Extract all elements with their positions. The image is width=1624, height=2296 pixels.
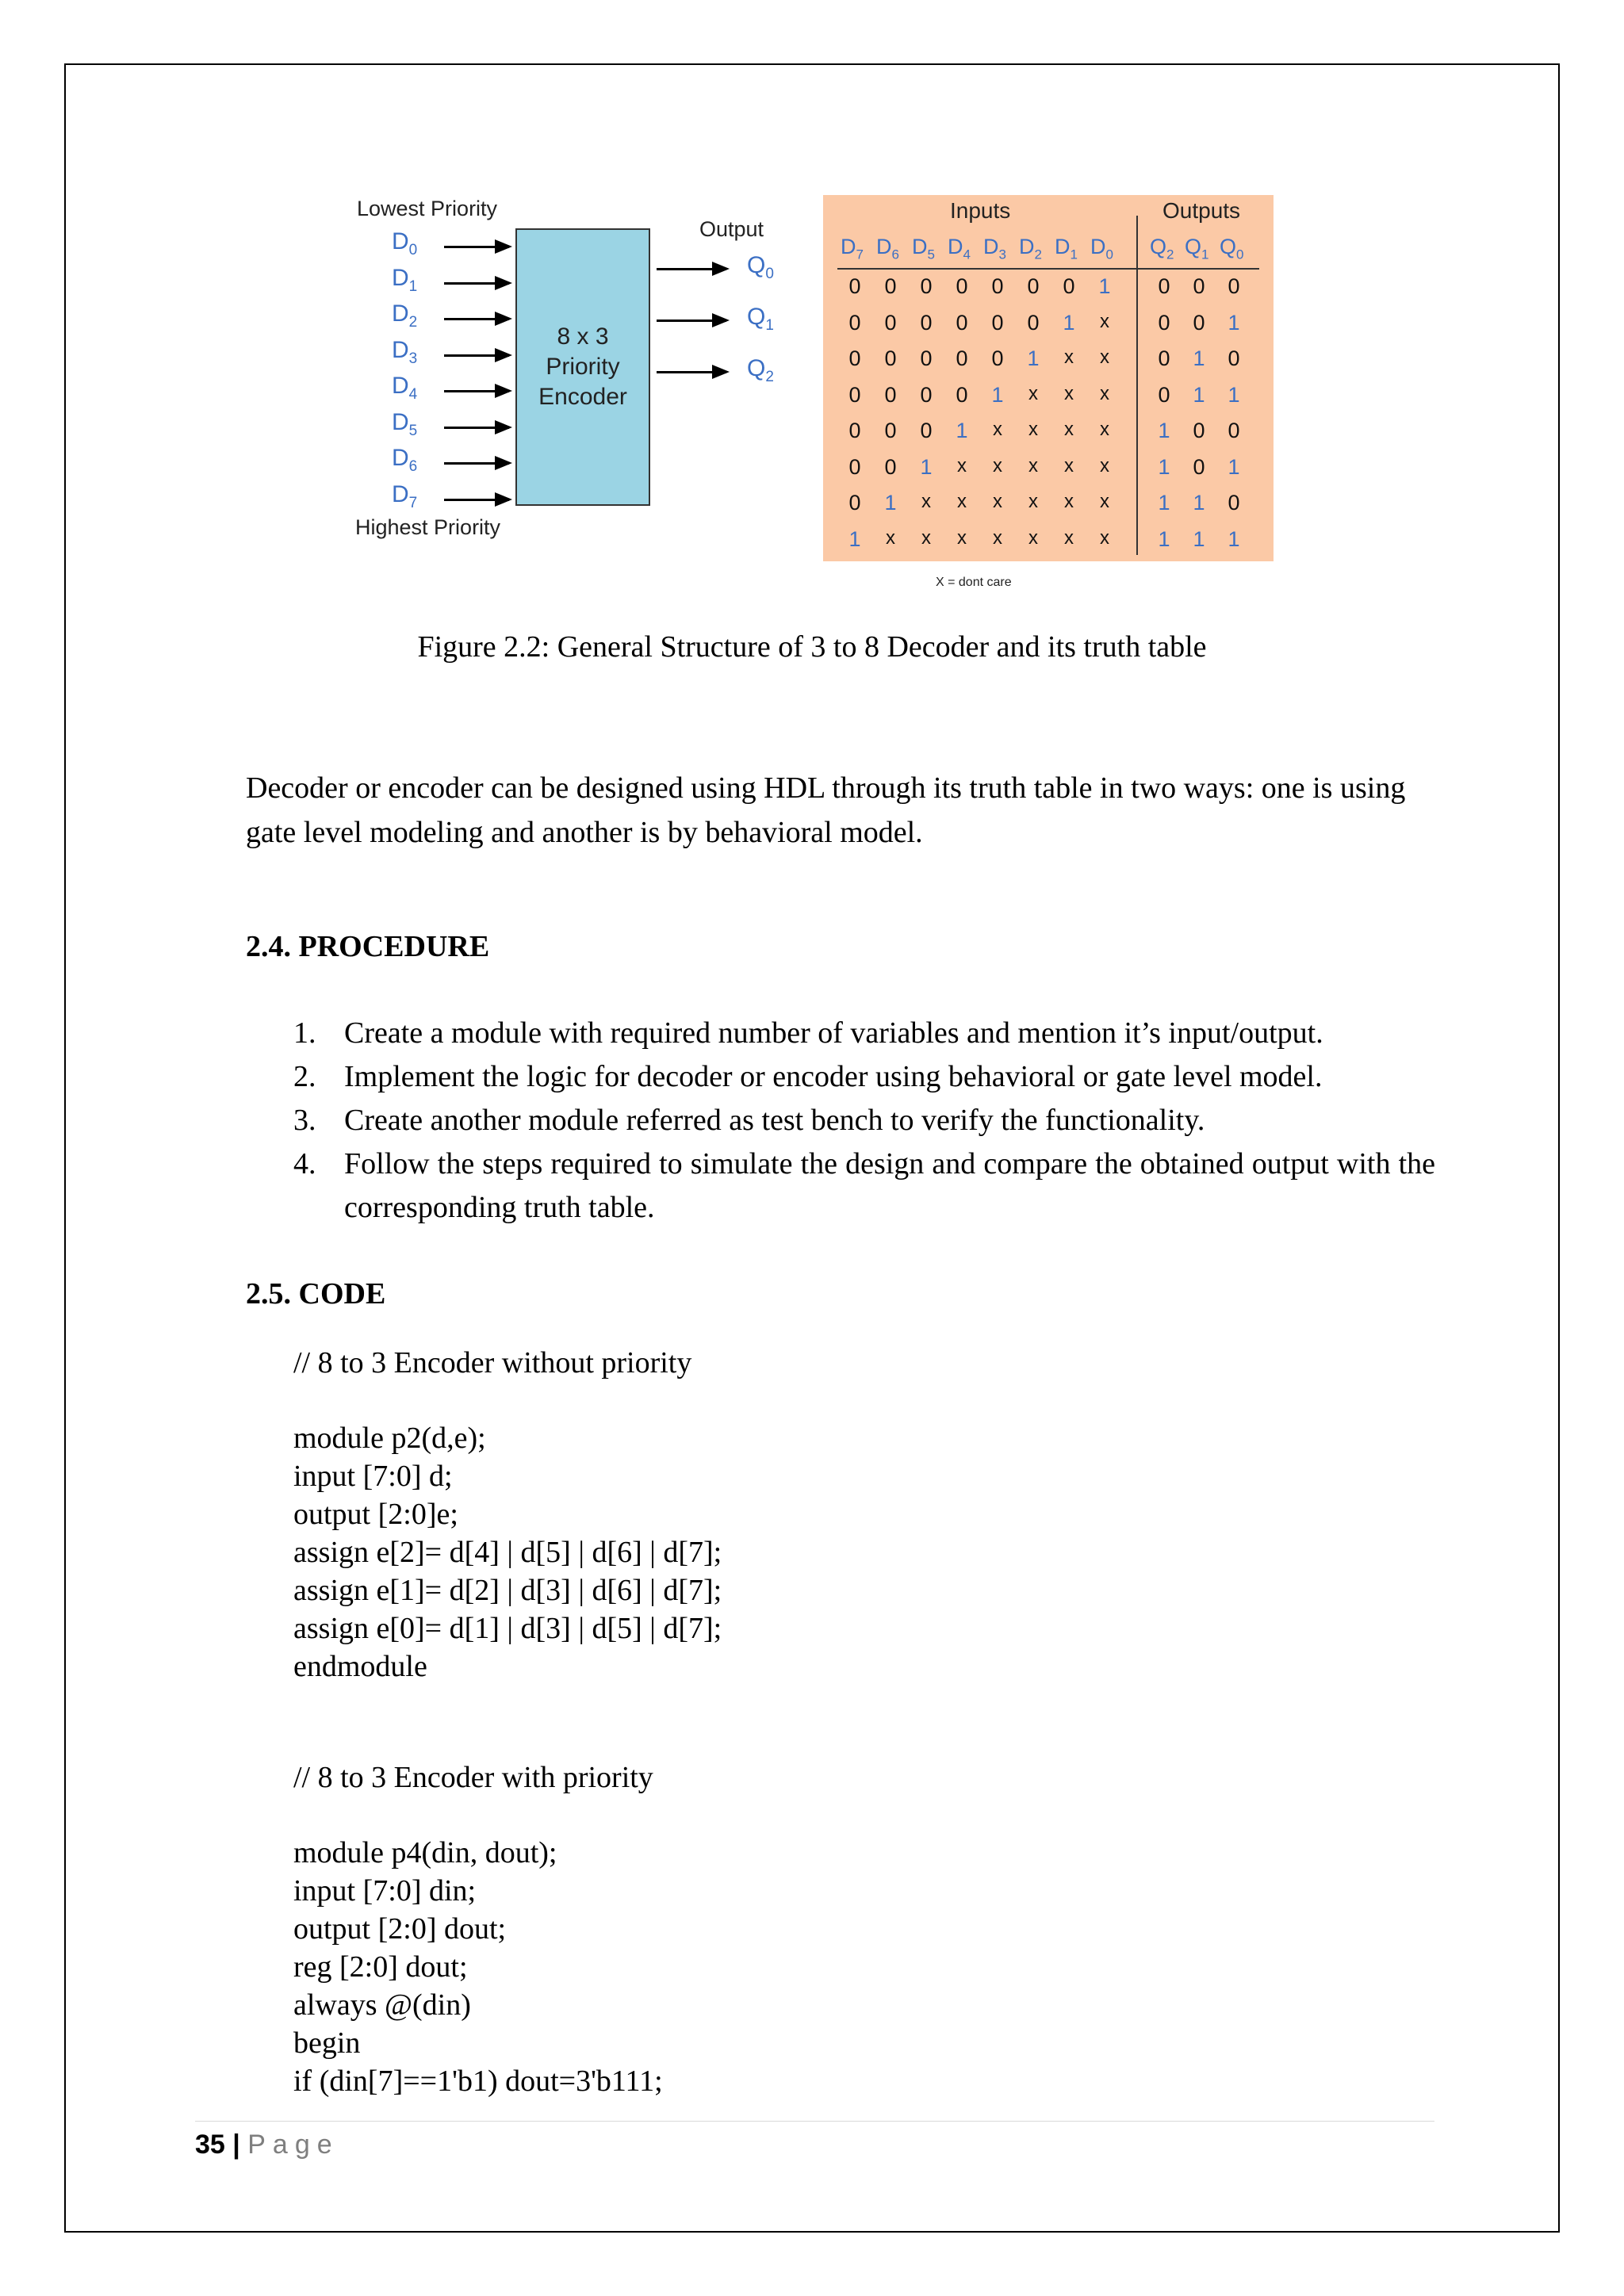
input-cell: 1 — [848, 526, 861, 551]
code-comment-with-priority: // 8 to 3 Encoder with priority — [293, 1761, 653, 1794]
output-label-q1: $Q_1$ — [747, 304, 774, 334]
procedure-step: 3. Create another module referred as test bench to verify the functionality. — [293, 1104, 1205, 1137]
output-cell: 0 — [1193, 274, 1205, 298]
input-cell: 1 — [991, 382, 1004, 407]
output-cell: 0 — [1158, 310, 1170, 335]
dont-care-note: X = dont care — [936, 576, 1012, 589]
column-header-q2: $Q_2$ — [1150, 235, 1174, 262]
input-cell: 0 — [1027, 274, 1040, 298]
table-row — [823, 491, 1274, 526]
output-cell: 0 — [1193, 310, 1205, 335]
column-header-d0: $D_0$ — [1090, 235, 1113, 262]
input-cell: x — [1100, 382, 1109, 404]
input-cell: x — [1100, 454, 1109, 476]
column-header-d1: $D_1$ — [1055, 235, 1078, 262]
input-cell: 1 — [956, 419, 968, 442]
highest-priority-label: Highest Priority — [355, 515, 501, 539]
input-cell: 0 — [956, 382, 968, 407]
input-cell: 0 — [848, 382, 861, 407]
output-cell: 0 — [1158, 274, 1170, 298]
procedure-list — [246, 1012, 1435, 1230]
page-word: Page — [247, 2130, 339, 2160]
input-cell: 0 — [991, 346, 1004, 370]
input-cell: 0 — [1063, 274, 1075, 298]
column-header-d5: $D_5$ — [912, 235, 935, 262]
column-header-q1: $Q_1$ — [1185, 235, 1209, 262]
output-cell: 1 — [1228, 526, 1240, 551]
input-cell: x — [1064, 382, 1074, 404]
input-cell: 0 — [848, 419, 861, 442]
footer-separator: | — [232, 2130, 240, 2160]
column-header-d6: $D_6$ — [876, 235, 899, 262]
input-cell: x — [957, 491, 967, 512]
code-comment-without-priority: // 8 to 3 Encoder without priority — [293, 1346, 692, 1380]
table-row — [823, 311, 1274, 346]
input-cell: x — [1100, 491, 1109, 512]
table-row — [823, 419, 1274, 453]
input-cell: x — [1028, 382, 1038, 404]
input-cell: 0 — [848, 491, 861, 515]
output-cell: 1 — [1158, 419, 1170, 442]
page-footer — [195, 2130, 339, 2160]
input-cell: x — [993, 526, 1002, 549]
input-cell: 0 — [956, 346, 968, 370]
procedure-step: 1. Create a module with required number of variables and mention it’s input/output. — [293, 1016, 1323, 1050]
input-cell: 0 — [920, 419, 933, 442]
input-label-d1: $D_1$ — [392, 264, 418, 295]
output-cell: 1 — [1158, 454, 1170, 479]
input-cell: 1 — [1027, 346, 1040, 370]
input-arrow — [444, 354, 509, 357]
input-cell: x — [957, 454, 967, 476]
input-cell: x — [1100, 346, 1109, 368]
output-cell: 0 — [1228, 346, 1240, 370]
input-cell: 0 — [991, 310, 1004, 335]
input-cell: 0 — [920, 274, 933, 298]
input-arrow — [444, 282, 509, 285]
input-cell: x — [1028, 454, 1038, 476]
input-label-d0: $D_0$ — [392, 228, 418, 258]
table-row — [823, 455, 1274, 490]
input-label-d3: $D_3$ — [392, 336, 418, 367]
figure-caption: Figure 2.2: General Structure of 3 to 8 Decoder and its truth table — [417, 630, 1207, 664]
outputs-header: Outputs — [1162, 198, 1241, 223]
output-label-q2: $Q_2$ — [747, 355, 774, 385]
input-arrow — [444, 318, 509, 320]
column-header-d2: $D_2$ — [1019, 235, 1042, 262]
input-cell: x — [1064, 454, 1074, 476]
output-cell: 1 — [1158, 491, 1170, 515]
input-arrow — [444, 462, 509, 465]
procedure-step-text: Implement the logic for decoder or encoder using behavioral or gate level model. — [344, 1060, 1323, 1093]
input-cell: 1 — [1063, 310, 1075, 335]
input-cell: 0 — [848, 274, 861, 298]
footer-rule — [195, 2121, 1434, 2122]
truth-table — [823, 195, 1274, 561]
input-cell: 0 — [884, 382, 897, 407]
encoder-line-2: Priority — [546, 354, 620, 380]
output-cell: 1 — [1193, 526, 1205, 551]
output-cell: 0 — [1193, 419, 1205, 442]
inputs-header: Inputs — [950, 198, 1011, 223]
input-cell: x — [1100, 526, 1109, 549]
input-cell: 0 — [848, 346, 861, 370]
input-cell: 0 — [884, 274, 897, 298]
procedure-step: 4. Follow the steps required to simulate the design and compare the obtained output with the corresponding truth table. — [293, 1147, 1435, 1224]
procedure-step: 2. Implement the logic for decoder or encoder using behavioral or gate level model. — [293, 1060, 1323, 1093]
header-divider — [837, 268, 1259, 270]
input-cell: 1 — [884, 491, 897, 515]
input-cell: x — [1064, 491, 1074, 512]
encoder-line-3: Encoder — [538, 384, 627, 410]
encoder-line-1: 8 x 3 — [557, 323, 609, 350]
output-cell: 0 — [1228, 491, 1240, 515]
input-cell: 0 — [920, 346, 933, 370]
input-cell: x — [921, 526, 931, 549]
table-row — [823, 346, 1274, 381]
output-cell: 1 — [1193, 346, 1205, 370]
column-header-d4: $D_4$ — [948, 235, 971, 262]
procedure-step-text: Create another module referred as test bench to verify the functionality. — [344, 1104, 1205, 1137]
output-cell: 0 — [1228, 419, 1240, 442]
input-cell: x — [1064, 526, 1074, 549]
output-cell: 0 — [1158, 382, 1170, 407]
output-cell: 1 — [1158, 526, 1170, 551]
input-cell: x — [1028, 491, 1038, 512]
procedure-step-text: Create a module with required number of variables and mention it’s input/output. — [344, 1016, 1323, 1050]
input-arrow — [444, 390, 509, 392]
output-cell: 0 — [1193, 454, 1205, 479]
input-cell: 0 — [991, 274, 1004, 298]
lowest-priority-label: Lowest Priority — [357, 197, 498, 220]
output-cell: 1 — [1193, 491, 1205, 515]
input-cell: 0 — [920, 310, 933, 335]
input-cell: x — [1028, 419, 1038, 440]
encoder-block-diagram — [341, 190, 817, 555]
table-row — [823, 383, 1274, 418]
input-cell: 0 — [956, 274, 968, 298]
output-arrow — [657, 371, 726, 373]
input-cell: 0 — [884, 454, 897, 479]
input-cell: x — [886, 526, 895, 549]
column-header-d7: $D_7$ — [841, 235, 864, 262]
input-arrow — [444, 499, 509, 501]
output-cell: 0 — [1158, 346, 1170, 370]
input-label-d5: $D_5$ — [392, 408, 418, 439]
input-cell: 0 — [884, 346, 897, 370]
output-cell: 1 — [1228, 382, 1240, 407]
input-cell: x — [1064, 346, 1074, 368]
input-cell: 1 — [920, 454, 933, 479]
input-cell: x — [993, 419, 1002, 440]
input-label-d2: $D_2$ — [392, 300, 418, 331]
output-cell: 0 — [1228, 274, 1240, 298]
column-header-d3: $D_3$ — [983, 235, 1006, 262]
code-block-p2: module p2(d,e); input [7:0] d; output [2:0]e; assign e[2]= d[4] | d[5] | d[6] | d[7]; assign e[1]= d[2] | d[3] | d[6] | d[7]; assign e[0]= d[1] | d[3] | d[5] | d[7]; endmodule — [293, 1422, 722, 1683]
procedure-step-text: Follow the steps required to simulate the design and compare the obtained output with the corresponding truth table. — [344, 1147, 1435, 1224]
input-cell: 0 — [884, 419, 897, 442]
input-cell: x — [1100, 419, 1109, 440]
column-header-q0: $Q_0$ — [1220, 235, 1244, 262]
input-label-d6: $D_6$ — [392, 445, 418, 475]
input-cell: 0 — [884, 310, 897, 335]
output-label-q0: $Q_0$ — [747, 252, 774, 282]
procedure-heading: 2.4. PROCEDURE — [246, 930, 490, 963]
input-cell: 0 — [956, 310, 968, 335]
figure-2-2 — [341, 190, 1277, 603]
table-row — [823, 274, 1274, 309]
output-cell: 1 — [1193, 382, 1205, 407]
output-label: Output — [699, 217, 764, 241]
output-arrow — [657, 320, 726, 322]
input-cell: 0 — [920, 382, 933, 407]
input-cell: 1 — [1098, 274, 1111, 298]
intro-paragraph: Decoder or encoder can be designed using HDL through its truth table in two ways: one is using gate level modeling and another is by behavioral model. — [246, 771, 1406, 849]
input-cell: x — [1100, 310, 1109, 332]
input-cell: x — [957, 526, 967, 549]
input-cell: x — [993, 491, 1002, 512]
input-cell: x — [921, 491, 931, 512]
priority-encoder-box — [515, 228, 650, 506]
input-arrow — [444, 427, 509, 429]
input-cell: x — [1064, 419, 1074, 440]
input-cell: 0 — [1027, 310, 1040, 335]
table-row — [823, 527, 1274, 562]
input-cell: x — [1028, 526, 1038, 549]
output-arrow — [657, 268, 726, 270]
input-label-d7: $D_7$ — [392, 480, 418, 511]
output-cell: 1 — [1228, 310, 1240, 335]
input-cell: x — [993, 454, 1002, 476]
input-arrow — [444, 246, 509, 248]
page-number: 35 — [195, 2130, 225, 2160]
code-block-p4: module p4(din, dout); input [7:0] din; output [2:0] dout; reg [2:0] dout; always @(din) begin if (din[7]==1'b1) dout=3'b111; — [293, 1836, 663, 2098]
output-cell: 1 — [1228, 454, 1240, 479]
input-cell: 0 — [848, 310, 861, 335]
code-heading: 2.5. CODE — [246, 1277, 386, 1311]
input-cell: 0 — [848, 454, 861, 479]
input-label-d4: $D_4$ — [392, 373, 418, 403]
